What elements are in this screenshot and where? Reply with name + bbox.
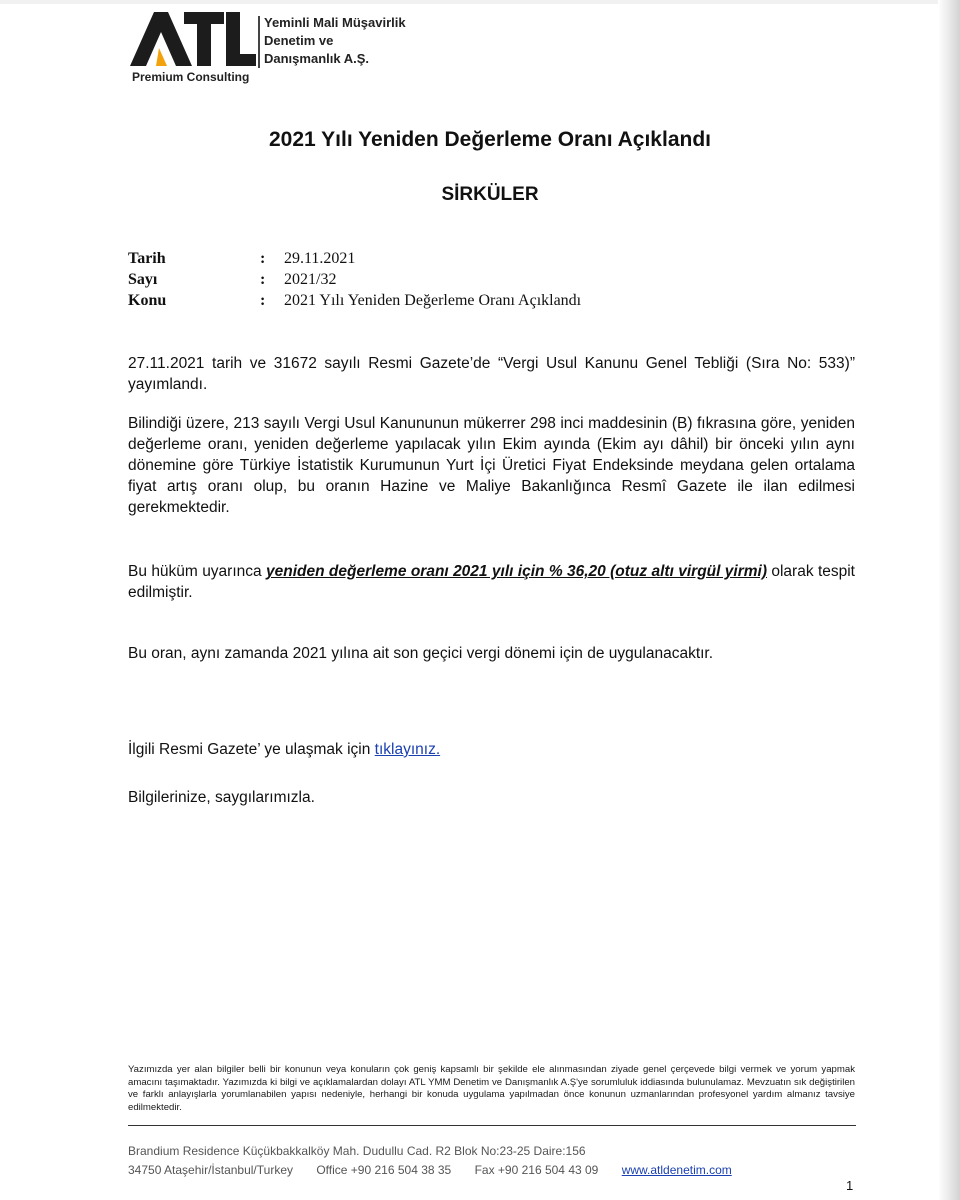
footer-website-link[interactable]: www.atldenetim.com (621, 1163, 732, 1177)
meta-value: 2021/32 (284, 271, 337, 288)
meta-value: 29.11.2021 (284, 250, 356, 267)
document-subtitle: SİRKÜLER (441, 184, 539, 205)
meta-colon: : (260, 271, 266, 288)
meta-key: Tarih (128, 250, 166, 267)
logo-firm-line-3: Danışmanlık A.Ş. (264, 51, 369, 66)
footer-divider (128, 1125, 856, 1126)
footer-fax: Fax +90 216 504 43 09 (474, 1163, 599, 1177)
meta-colon: : (260, 250, 266, 267)
meta-row-subject (128, 290, 581, 311)
closing-text: Bilgilerinize, saygılarımızla. (128, 789, 315, 806)
page-right-edge-shadow (938, 0, 960, 1200)
rate-highlight: yeniden değerleme oranı 2021 yılı için % 36,20 (otuz altı virgül yirmi) (266, 563, 768, 580)
footer-office-phone: Office +90 216 504 38 35 (316, 1163, 452, 1177)
logo-tagline: Premium Consulting (132, 70, 250, 84)
rate-text-before: Bu hüküm uyarınca (128, 563, 266, 580)
rate-text-after: olarak tespit edilmiştir. (128, 563, 855, 601)
logo-firm-line-2: Denetim ve (264, 33, 334, 48)
paragraph-rate (128, 561, 855, 603)
meta-value: 2021 Yılı Yeniden Değerleme Oranı Açıklandı (284, 292, 582, 309)
document-title: 2021 Yılı Yeniden Değerleme Oranı Açıklandı (269, 128, 711, 151)
paragraph-legal-basis: Bilindiği üzere, 213 sayılı Vergi Usul Kanununun mükerrer 298 inci maddesinin (B) fıkrasına göre, yeniden değerleme oranı, yeniden değerleme yapılacak yılın Ekim ayında (Ekim ayı dâhil) bir önceki yılın aynı dönemine göre Türkiye İstatistik Kurumunun Yurt İçi Üretici Fiyat Endeksinde meydana gelen ortalama fiyat artış oranı olup, bu oranın Hazine ve Maliye Bakanlığınca Resmî Gazete ile ilan edilmesi gerekmektedir. (128, 415, 855, 516)
meta-row-number (128, 269, 581, 290)
footer-contact-row (128, 1161, 732, 1180)
logo-divider (258, 16, 260, 68)
paragraph-application: Bu oran, aynı zamanda 2021 yılına ait son geçici vergi dönemi için de uygulanacaktır. (128, 645, 714, 662)
logo-firm-name (264, 14, 406, 68)
meta-row-date (128, 248, 581, 269)
circular-meta (128, 248, 581, 311)
footer-address-line-2: 34750 Ataşehir/İstanbul/Turkey (128, 1163, 293, 1177)
logo-firm-line-1: Yeminli Mali Müşavirlik (264, 15, 406, 30)
page-top-edge (0, 0, 960, 4)
paragraph-gazette-link (128, 739, 855, 760)
page-number: 1 (846, 1178, 854, 1193)
meta-key: Sayı (128, 271, 158, 288)
footer-address-line-1: Brandium Residence Küçükbakkalköy Mah. Dudullu Cad. R2 Blok No:23-25 Daire:156 (128, 1144, 586, 1158)
atl-logo-mark-icon (128, 8, 258, 70)
paragraph-announcement: 27.11.2021 tarih ve 31672 sayılı Resmi Gazete’de “Vergi Usul Kanunu Genel Tebliği (Sıra No: 533)” yayımlandı. (128, 355, 855, 393)
meta-colon: : (260, 292, 266, 309)
disclaimer: Yazımızda yer alan bilgiler belli bir konunun veya konuların çok geniş kapsamlı bir şekilde ele alınmasından ziyade genel çerçevede bilgi vermek ve yorum yapmak amacını taşımaktadır. Yazımızda ki bilgi ve açıklamalardan dolayı ATL YMM Denetim ve Danışmanlık A.Ş'ye sorumluluk iddiasında bulunulamaz. Mevzuatın sık değiştirilen ve farklı anlayışlarla yorumlanabilen yapısı nedeniyle, herhangi bir konuda uygulama yapılmadan önce konunun uzmanlarından profesyonel yardım almanız tavsiye edilmektedir. (128, 1064, 855, 1113)
gazette-link[interactable]: tıklayınız. (374, 741, 441, 758)
company-logo (128, 8, 428, 88)
footer-contact (128, 1142, 732, 1180)
gazette-link-text: İlgili Resmi Gazete’ ye ulaşmak için (128, 741, 375, 758)
meta-key: Konu (128, 292, 167, 309)
